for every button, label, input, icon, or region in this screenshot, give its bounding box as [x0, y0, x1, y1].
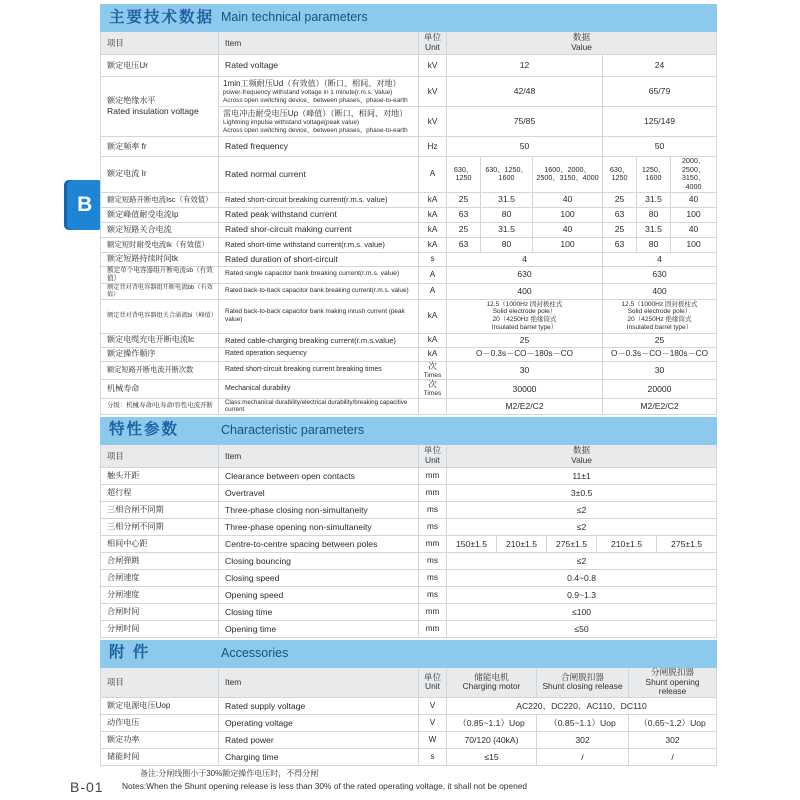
table-row: 额定频率 fr Rated frequency Hz 50 50: [101, 137, 717, 157]
header-item-en: Item: [219, 444, 419, 467]
header-unit: 单位 Unit: [419, 444, 447, 467]
section-index-tab-label: B: [77, 193, 93, 216]
table-row: 雷电冲击耐受电压Up（峰值）（断口、相间、对地） Lightning impulse withstand voltage(peak value) Across open switching device、between phases、phase-to-earth kV 75/85 125/149: [101, 107, 717, 137]
inrush-value-24kv: 12.5（1000Hz 固封极柱式 Solid electrode pole） 20（4250Hz 绝缘筒式 Insulated barrel type）: [603, 299, 717, 333]
table-row: 额定绝缘水平 Rated insulation voltage 1min工频耐压Ud（有效值）（断口、相间、对地） power-frequency withstand voltage in 1 minute(r.m.s. Value) Across open switching device、between phases、phase-to-earth kV 42/48 65/79: [101, 77, 717, 107]
header-unit: 单位 Unit: [419, 32, 447, 55]
main-banner-cn: 主要技术数据: [109, 8, 215, 26]
accessories-table: [100, 640, 717, 766]
table-row: 额定短路关合电流 Rated shor-circuit making current kA 25 31.5 40 25 31.5 40: [101, 222, 717, 237]
table-row: 额定操作顺序 Rated operation sequency kA O－0.3s－CO－180s－CO O－0.3s－CO－180s－CO: [101, 347, 717, 361]
unit-times-2: 次 Times: [419, 380, 447, 398]
header-value: 数据 Value: [447, 444, 717, 467]
characteristic-parameters-table: [100, 417, 717, 638]
main-banner-en: Main technical parameters: [221, 10, 368, 25]
page-number: B-01: [70, 779, 104, 795]
table-row: 额定背对背电容器组关合涌流bi（峰值） Rated back-to-back capacitor bank making inrush current (peak value) kA 12.5（1000Hz 固封极柱式 Solid electrode pole） 20（4250Hz 绝缘筒式 Insulated barrel type） 12.5（1000Hz 固封极柱式 Solid electrode pole） 20（4250Hz 绝缘筒式 Insulated barrel type）: [101, 299, 717, 333]
characteristic-section-banner: [101, 417, 717, 444]
table-row: 额定电流 Ir Rated normal current A 630、1250 630、1250、1600 1600、2000、2500、3150、4000 630、1250 1250、1600 2000、2500、3150、4000: [101, 157, 717, 193]
table-row: 储能时间 Charging time s ≤15 / /: [101, 748, 717, 765]
header-value: 数据 Value: [447, 32, 717, 55]
table-row: 合闸时间 Closing time mm ≤100: [101, 603, 717, 620]
accessories-column-header: [101, 667, 717, 697]
table-row: 三相合闸不同期 Three-phase closing non-simultaneity ms ≤2: [101, 501, 717, 518]
characteristic-banner-cn: 特性参数: [109, 421, 180, 439]
table-row: 分闸速度 Opening speed ms 0.9~1.3: [101, 586, 717, 603]
table-row: 机械寿命 Mechanical durability 次 Times 30000 20000: [101, 380, 717, 398]
header-shunt-closing-release: 合闸脱扣器 Shunt closing release: [537, 667, 629, 697]
accessories-section-banner: [101, 640, 717, 667]
table-row: 额定短路开断电流开断次数 Rated short-circuit breaking current breaking times 次 Times 30 30: [101, 361, 717, 379]
table-row: 额定短路开断电流Isc（有效值） Rated short-circuit breaking current(r.m.s. value) kA 25 31.5 40 25 31.5 40: [101, 192, 717, 207]
accessories-banner-en: Accessories: [221, 646, 289, 661]
table-row: 触头开距 Clearance between open contacts mm 11±1: [101, 467, 717, 484]
characteristic-column-header: [101, 444, 717, 467]
header-item-en: Item: [219, 32, 419, 55]
header-item-cn: 项目: [101, 667, 219, 697]
table-row: 额定电缆充电开断电流Ic Rated cable-charging breaking current(r.m.s.value) kA 25 25: [101, 333, 717, 347]
table-row: 三相分闸不同期 Three-phase opening non-simultaneity ms ≤2: [101, 518, 717, 535]
table-row: 分闸时间 Opening time mm ≤50: [101, 620, 717, 637]
table-row: 动作电压 Operating voltage V （0.85~1.1）Uop （0.85~1.1）Uop （0.65~1.2）Uop: [101, 714, 717, 731]
insulation-desc-2: 雷电冲击耐受电压Up（峰值）（断口、相间、对地） Lightning impulse withstand voltage(peak value) Across open switching device、between phases、phase-to-earth: [219, 107, 419, 137]
table-row: 分级：机械寿命/电寿命/容性电流开断 Class:mechanical durability/electrical durability/breaking capacitive current M2/E2/C2 M2/E2/C2: [101, 398, 717, 414]
table-row: 额定短路持续时间tk Rated duration of short-circuit s 4 4: [101, 252, 717, 266]
spec-sheet: [100, 4, 716, 793]
table-row: 合闸速度 Closing speed ms 0.4~0.8: [101, 569, 717, 586]
main-column-header: [101, 32, 717, 55]
header-item-cn: 项目: [101, 32, 219, 55]
header-item-cn: 项目: [101, 444, 219, 467]
notes-cn: 备注:分闸线圈小于30%额定操作电压时，不得分闸: [140, 768, 319, 778]
main-section-banner: [101, 5, 717, 32]
notes-en: Notes:When the Shunt opening release is less than 30% of the rated operating voltage, it shall not be opened: [122, 781, 528, 792]
table-row: 相间中心距 Centre-to-centre spacing between poles mm 150±1.5 210±1.5 275±1.5 210±1.5 275±1.5: [101, 535, 717, 552]
table-row: 额定功率 Rated power W 70/120 (40kA) 302 302: [101, 731, 717, 748]
header-unit: 单位 Unit: [419, 667, 447, 697]
table-row: 额定背对背电容器组开断电流bb（有效值） Rated back-to-back capacitor bank breaking current(r.m.s. value) A 400 400: [101, 283, 717, 299]
insulation-item: 额定绝缘水平 Rated insulation voltage: [101, 77, 219, 137]
table-row: 合闸弹跳 Closing bouncing ms ≤2: [101, 552, 717, 569]
accessories-banner-cn: 附 件: [109, 644, 151, 662]
footer-notes: [100, 768, 716, 793]
table-row: 额定峰值耐受电流Ip Rated peak withstand current kA 63 80 100 63 80 100: [101, 207, 717, 222]
table-row: 额定电压Ur Rated voltage kV 12 24: [101, 55, 717, 77]
header-item-en: Item: [219, 667, 419, 697]
table-row: 额定电源电压Uop Rated supply voltage V AC220、DC220、AC110、DC110: [101, 697, 717, 714]
header-charging-motor: 储能电机 Charging motor: [447, 667, 537, 697]
table-row: 额定单个电容器组开断电流sb（有效值） Rated single capacitor bank breaking current(r.m.s. value) A 630 630: [101, 266, 717, 283]
unit-times-1: 次 Times: [419, 361, 447, 379]
characteristic-banner-en: Characteristic parameters: [221, 423, 365, 438]
table-row: 超行程 Overtravel mm 3±0.5: [101, 484, 717, 501]
header-shunt-opening-release: 分闸脱扣器 Shunt opening release: [629, 667, 717, 697]
insulation-desc-1: 1min工频耐压Ud（有效值）（断口、相间、对地） power-frequency withstand voltage in 1 minute(r.m.s. Value) Across open switching device、between phases、phase-to-earth: [219, 77, 419, 107]
table-row: 额定短时耐受电流Ik（有效值） Rated short-time withstand current(r.m.s. value) kA 63 80 100 63 80 100: [101, 237, 717, 252]
inrush-value-12kv: 12.5（1000Hz 固封极柱式 Solid electrode pole） 20（4250Hz 绝缘筒式 Insulated barrel type）: [447, 299, 603, 333]
main-technical-parameters-table: [100, 4, 717, 415]
